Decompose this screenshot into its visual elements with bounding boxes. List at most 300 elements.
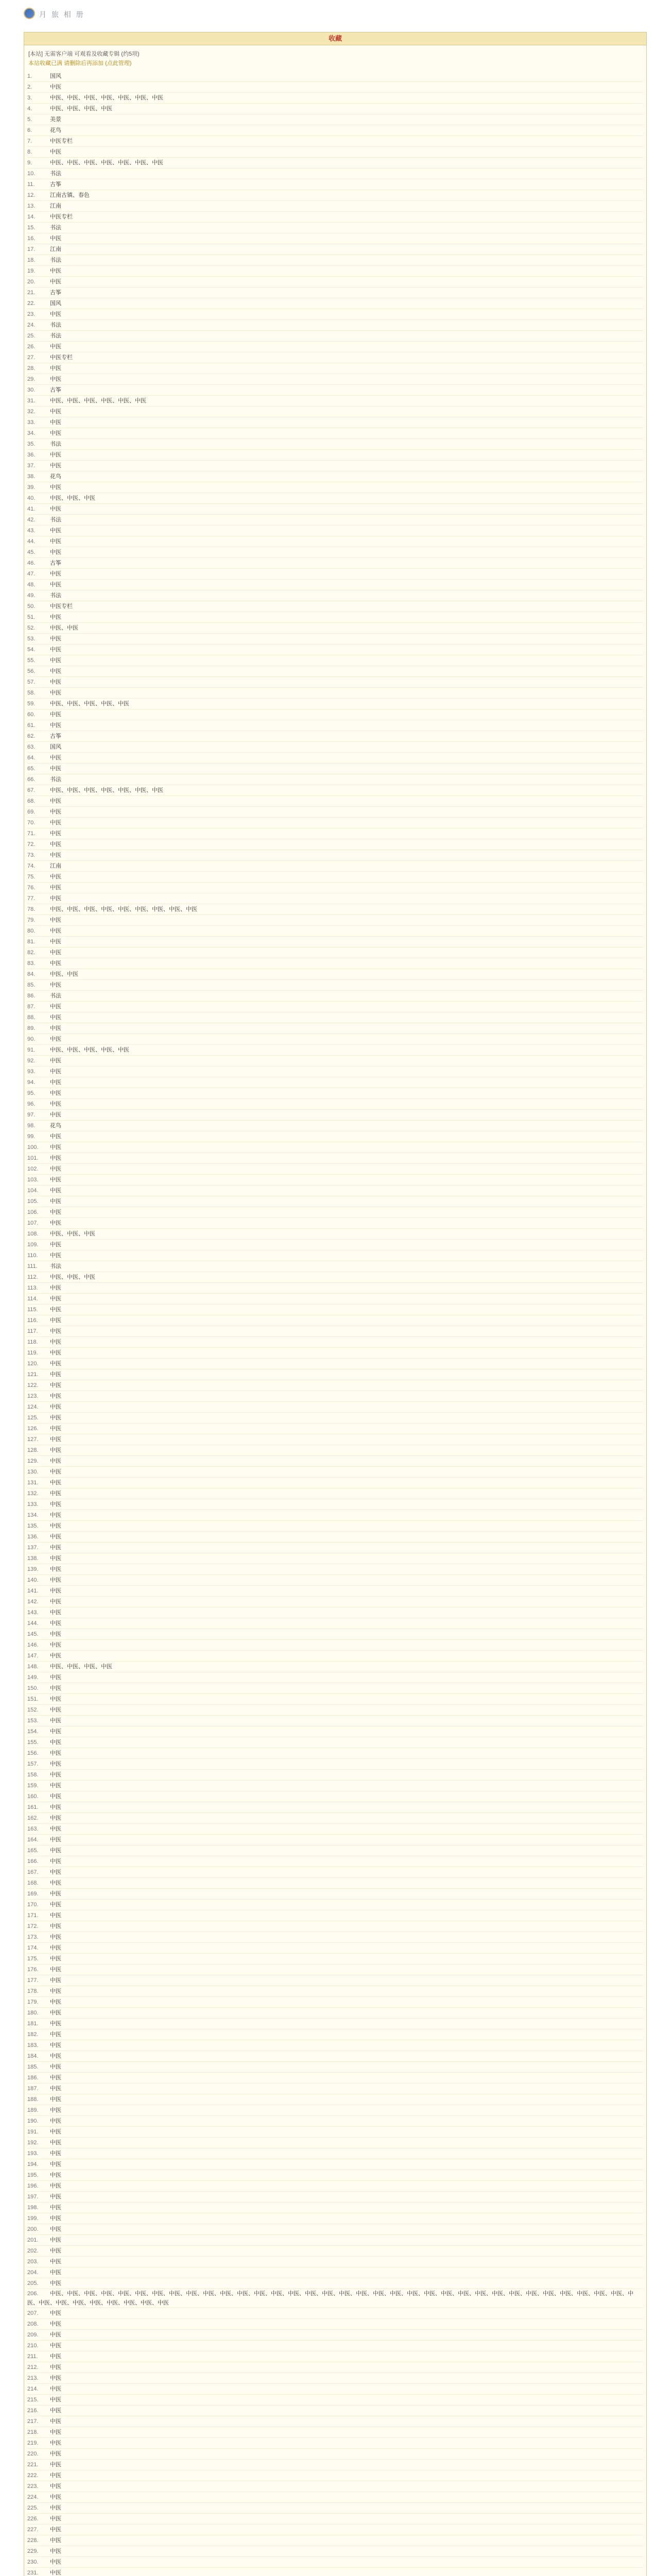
list-item-label[interactable]: 花鸟 <box>50 127 61 133</box>
list-item[interactable] <box>27 136 643 147</box>
list-item[interactable] <box>27 125 643 136</box>
list-item[interactable] <box>27 2438 643 2449</box>
list-item[interactable] <box>27 742 643 753</box>
list-item[interactable] <box>27 2535 643 2546</box>
list-item[interactable] <box>27 1813 643 1824</box>
list-item[interactable] <box>27 1272 643 1283</box>
list-item-label[interactable]: 中医、中医、中医、中医、中医、中医、中医 <box>50 95 163 101</box>
list-item-label[interactable]: 中医 <box>50 1588 61 1594</box>
list-item-label[interactable]: 中医 <box>50 1566 61 1572</box>
list-item[interactable] <box>27 1402 643 1413</box>
list-item[interactable] <box>27 255 643 266</box>
list-item-label[interactable]: 中医 <box>50 2440 61 2446</box>
list-item[interactable] <box>27 417 643 428</box>
list-item-label[interactable]: 中医 <box>50 1079 61 1086</box>
list-item[interactable] <box>27 471 643 482</box>
list-item-label[interactable]: 中医 <box>50 2248 61 2254</box>
list-item-label[interactable]: 中医 <box>50 2183 61 2189</box>
list-item-label[interactable]: 中医 <box>50 1739 61 1745</box>
list-item-label[interactable]: 中医 <box>50 1891 61 1897</box>
list-item-label[interactable]: 中医 <box>50 2042 61 2048</box>
list-item[interactable] <box>27 2213 643 2224</box>
list-item[interactable] <box>27 1716 643 1726</box>
list-item[interactable] <box>27 1629 643 1640</box>
list-item[interactable] <box>27 1748 643 1759</box>
list-item-label[interactable]: 中医 <box>50 2259 61 2265</box>
list-item[interactable] <box>27 1672 643 1683</box>
list-item[interactable] <box>27 2170 643 2181</box>
list-item-label[interactable]: 中医 <box>50 463 61 469</box>
list-item-label[interactable]: 古筝 <box>50 290 61 296</box>
list-item-label[interactable]: 江南 <box>50 246 61 252</box>
list-item-label[interactable]: 中医专栏 <box>50 214 73 220</box>
list-item[interactable] <box>27 1770 643 1781</box>
list-item[interactable] <box>27 2524 643 2535</box>
manage-link[interactable]: 本站收藏已满 请删除后再添加 (点此管理) <box>28 60 132 66</box>
list-item-label[interactable]: 中医 <box>50 1793 61 1800</box>
list-item-label[interactable]: 中医 <box>50 1371 61 1378</box>
list-item[interactable] <box>27 342 643 352</box>
list-item-label[interactable]: 中医 <box>50 2310 61 2316</box>
list-item-label[interactable]: 中医 <box>50 1523 61 1529</box>
list-item-label[interactable]: 中医 <box>50 2321 61 2327</box>
site-logo-text[interactable]: 月 旅 相 册 <box>39 10 85 19</box>
list-item-label[interactable]: 中医 <box>50 690 61 696</box>
list-item-label[interactable]: 中医 <box>50 614 61 620</box>
list-item-label[interactable]: 书法 <box>50 225 61 231</box>
list-item[interactable] <box>27 352 643 363</box>
list-item[interactable] <box>27 2384 643 2395</box>
list-item[interactable] <box>27 461 643 471</box>
list-item-label[interactable]: 中医 <box>50 2516 61 2522</box>
list-item[interactable] <box>27 1694 643 1705</box>
list-item-label[interactable]: 中医 <box>50 2494 61 2500</box>
list-item[interactable] <box>27 1618 643 1629</box>
list-item-label[interactable]: 中医 <box>50 2364 61 2370</box>
list-item[interactable] <box>27 1532 643 1543</box>
list-item-label[interactable]: 书法 <box>50 441 61 447</box>
list-item-label[interactable]: 中医 <box>50 1112 61 1118</box>
list-item[interactable] <box>27 1543 643 1553</box>
list-item-label[interactable]: 中医 <box>50 809 61 815</box>
list-item[interactable] <box>27 2557 643 2568</box>
list-item-label[interactable]: 中医 <box>50 2408 61 2414</box>
list-item[interactable] <box>27 71 643 82</box>
list-item-label[interactable]: 中医、中医、中医、中医、中医、中医、中医、中医、中医、中医、中医、中医、中医、中医、中医、中医、中医、中医、中医、中医、中医、中医、中医、中医、中医、中医、中医、中医、中医、中医、中医、中医、中医、中医、中医、中医、中医、中医、中医、中医、中医、中医、中医 <box>27 2291 633 2306</box>
list-item-label[interactable]: 中医 <box>50 2215 61 2222</box>
list-item-label[interactable]: 中医、中医、中医、中医、中医 <box>50 1047 129 1053</box>
list-item[interactable] <box>27 2073 643 2083</box>
list-item[interactable] <box>27 1121 643 1131</box>
list-item-label[interactable]: 中医 <box>50 2451 61 2457</box>
list-item-label[interactable]: 国风 <box>50 300 61 307</box>
list-item[interactable] <box>27 1900 643 1910</box>
list-item[interactable] <box>27 406 643 417</box>
list-item[interactable] <box>27 688 643 699</box>
list-item-label[interactable]: 中医 <box>50 841 61 848</box>
list-item[interactable] <box>27 1651 643 1662</box>
list-item-label[interactable]: 中医 <box>50 2280 61 2286</box>
list-item[interactable] <box>27 93 643 104</box>
list-item-label[interactable]: 中医 <box>50 2194 61 2200</box>
list-item-label[interactable]: 中医 <box>50 1090 61 1096</box>
list-item[interactable] <box>27 2138 643 2148</box>
list-item-label[interactable]: 中医、中医、中医、中医 <box>50 1664 112 1670</box>
list-item[interactable] <box>27 1986 643 1997</box>
list-item[interactable] <box>27 2029 643 2040</box>
list-item[interactable] <box>27 1434 643 1445</box>
list-item-label[interactable]: 中医 <box>50 722 61 728</box>
list-item-label[interactable]: 中医 <box>50 1967 61 1973</box>
list-item-label[interactable]: 中医 <box>50 1512 61 1518</box>
list-item[interactable] <box>27 2395 643 2405</box>
list-item-label[interactable]: 中医 <box>50 538 61 545</box>
list-item[interactable] <box>27 233 643 244</box>
list-item-label[interactable]: 中医 <box>50 2021 61 2027</box>
list-item[interactable] <box>27 601 643 612</box>
list-item-label[interactable]: 中医 <box>50 2086 61 2092</box>
list-item[interactable] <box>27 2235 643 2246</box>
list-item-label[interactable]: 中医 <box>50 1166 61 1172</box>
list-item[interactable] <box>27 428 643 439</box>
list-item-label[interactable]: 中医 <box>50 2343 61 2349</box>
site-logo-icon[interactable] <box>24 8 35 19</box>
list-item[interactable] <box>27 2308 643 2319</box>
list-item-label[interactable]: 中医 <box>50 679 61 685</box>
list-item[interactable] <box>27 1359 643 1369</box>
list-item-label[interactable]: 中医 <box>50 1728 61 1735</box>
list-item[interactable] <box>27 1662 643 1672</box>
list-item[interactable] <box>27 764 643 774</box>
list-item-label[interactable]: 中医 <box>50 982 61 988</box>
list-item[interactable] <box>27 1056 643 1066</box>
list-item[interactable] <box>27 1304 643 1315</box>
list-item-label[interactable]: 中医 <box>50 2237 61 2243</box>
list-item-label[interactable]: 中医 <box>50 2462 61 2468</box>
list-item-label[interactable]: 中医 <box>50 1480 61 1486</box>
list-item-label[interactable]: 书法 <box>50 257 61 263</box>
list-item-label[interactable]: 中医 <box>50 365 61 371</box>
list-item-label[interactable]: 中医 <box>50 1361 61 1367</box>
list-item[interactable] <box>27 2568 643 2576</box>
list-item[interactable] <box>27 1845 643 1856</box>
list-item-label[interactable]: 中医 <box>50 1577 61 1583</box>
list-item[interactable] <box>27 287 643 298</box>
list-item-label[interactable]: 中医、中医、中医、中医、中医、中医、中医 <box>50 160 163 166</box>
list-item-label[interactable]: 中医 <box>50 1685 61 1691</box>
list-item-label[interactable]: 中医 <box>50 657 61 664</box>
list-item-label[interactable]: 中医 <box>50 1869 61 1875</box>
list-item-label[interactable]: 中医 <box>50 2096 61 2103</box>
list-item[interactable] <box>27 2481 643 2492</box>
list-item-label[interactable]: 中医、中医、中医、中医、中医、中医、中医、中医、中医 <box>50 906 197 912</box>
list-item-label[interactable]: 中医 <box>50 2472 61 2479</box>
list-item[interactable] <box>27 2181 643 2192</box>
list-item-label[interactable]: 中医 <box>50 1133 61 1140</box>
list-item[interactable] <box>27 2546 643 2557</box>
list-item-label[interactable]: 中医 <box>50 1631 61 1637</box>
list-item[interactable] <box>27 926 643 937</box>
list-item-label[interactable]: 国风 <box>50 73 61 79</box>
list-item[interactable] <box>27 1315 643 1326</box>
list-item-label[interactable]: 中医 <box>50 409 61 415</box>
list-item-label[interactable]: 中医 <box>50 452 61 458</box>
list-item[interactable] <box>27 1002 643 1012</box>
list-item-label[interactable]: 中医 <box>50 2010 61 2016</box>
list-item-label[interactable]: 中医 <box>50 2559 61 2565</box>
list-item[interactable] <box>27 1196 643 1207</box>
list-item-label[interactable]: 中医 <box>50 2483 61 2489</box>
list-item[interactable] <box>27 893 643 904</box>
list-item-label[interactable]: 中医 <box>50 1555 61 1562</box>
list-item[interactable] <box>27 2224 643 2235</box>
list-item-label[interactable]: 中医 <box>50 1220 61 1226</box>
list-item-label[interactable]: 中医 <box>50 711 61 718</box>
list-item-label[interactable]: 中医 <box>50 755 61 761</box>
list-item-label[interactable]: 中医 <box>50 344 61 350</box>
list-item[interactable] <box>27 915 643 926</box>
list-item-label[interactable]: 中医 <box>50 2570 61 2576</box>
list-item[interactable] <box>27 363 643 374</box>
list-item[interactable] <box>27 958 643 969</box>
list-item-label[interactable]: 美景 <box>50 116 61 123</box>
list-item[interactable] <box>27 201 643 212</box>
list-item-label[interactable]: 中医 <box>50 1155 61 1161</box>
list-item-label[interactable]: 中医 <box>50 636 61 642</box>
list-item[interactable] <box>27 114 643 125</box>
list-item[interactable] <box>27 828 643 839</box>
list-item[interactable] <box>27 2094 643 2105</box>
list-item[interactable] <box>27 244 643 255</box>
list-item[interactable] <box>27 590 643 601</box>
list-item[interactable] <box>27 1607 643 1618</box>
list-item-label[interactable]: 中医 <box>50 484 61 490</box>
list-item[interactable] <box>27 883 643 893</box>
list-item-label[interactable]: 古筝 <box>50 387 61 393</box>
list-item[interactable] <box>27 2008 643 2019</box>
list-item-label[interactable]: 中医 <box>50 928 61 934</box>
list-item[interactable] <box>27 1456 643 1467</box>
list-item-label[interactable]: 中医 <box>50 2118 61 2124</box>
list-item-label[interactable]: 中医 <box>50 1036 61 1042</box>
list-item-label[interactable]: 中医 <box>50 1209 61 1215</box>
list-item-label[interactable]: 江南 <box>50 863 61 869</box>
list-item[interactable] <box>27 1283 643 1294</box>
list-item-label[interactable]: 中医、中医、中医 <box>50 495 95 501</box>
list-item-label[interactable]: 中医专栏 <box>50 354 73 361</box>
list-item[interactable] <box>27 2449 643 2460</box>
list-item[interactable] <box>27 1413 643 1423</box>
list-item[interactable] <box>27 1824 643 1835</box>
list-item-label[interactable]: 中医 <box>50 1177 61 1183</box>
list-item[interactable] <box>27 991 643 1002</box>
list-item-label[interactable]: 中医 <box>50 1804 61 1810</box>
list-item[interactable] <box>27 1521 643 1532</box>
list-item[interactable] <box>27 212 643 223</box>
list-item[interactable] <box>27 104 643 114</box>
list-item-label[interactable]: 中医、中医、中医、中医、中医、中医、中医 <box>50 787 163 793</box>
list-item-label[interactable]: 中医、中医、中医 <box>50 1231 95 1237</box>
list-item[interactable] <box>27 2246 643 2257</box>
list-item[interactable] <box>27 1586 643 1597</box>
list-item[interactable] <box>27 677 643 688</box>
list-item-label[interactable]: 中医 <box>50 1382 61 1388</box>
list-item-label[interactable]: 中医 <box>50 1988 61 1994</box>
list-item[interactable] <box>27 1261 643 1272</box>
list-item[interactable] <box>27 1185 643 1196</box>
list-item[interactable] <box>27 1326 643 1337</box>
list-item-label[interactable]: 中医 <box>50 419 61 426</box>
list-item[interactable] <box>27 1791 643 1802</box>
list-item[interactable] <box>27 1110 643 1121</box>
list-item[interactable] <box>27 1012 643 1023</box>
list-item-label[interactable]: 中医 <box>50 2031 61 2038</box>
list-item[interactable] <box>27 1250 643 1261</box>
list-item[interactable] <box>27 1380 643 1391</box>
list-item[interactable] <box>27 807 643 818</box>
list-item[interactable] <box>27 1066 643 1077</box>
list-item-label[interactable]: 中医 <box>50 1393 61 1399</box>
list-item[interactable] <box>27 1467 643 1478</box>
list-item-label[interactable]: 中医 <box>50 766 61 772</box>
list-item-label[interactable]: 中医 <box>50 1620 61 1626</box>
list-item[interactable] <box>27 2159 643 2170</box>
list-item-label[interactable]: 中医、中医 <box>50 971 78 977</box>
list-item-label[interactable]: 古筝 <box>50 181 61 188</box>
list-item[interactable] <box>27 2373 643 2384</box>
list-item-label[interactable]: 中医 <box>50 1469 61 1475</box>
list-item-label[interactable]: 中医 <box>50 1696 61 1702</box>
list-item-label[interactable]: 古筝 <box>50 560 61 566</box>
list-item[interactable] <box>27 504 643 515</box>
list-item[interactable] <box>27 158 643 168</box>
list-item-label[interactable]: 中医 <box>50 852 61 858</box>
list-item[interactable] <box>27 1131 643 1142</box>
list-item-label[interactable]: 中医 <box>50 895 61 902</box>
list-item-label[interactable]: 中医 <box>50 2205 61 2211</box>
list-item-label[interactable]: 中医 <box>50 2429 61 2435</box>
list-item-label[interactable]: 中医 <box>50 1188 61 1194</box>
list-item[interactable] <box>27 1921 643 1932</box>
list-item[interactable] <box>27 709 643 720</box>
list-item[interactable] <box>27 1088 643 1099</box>
list-item[interactable] <box>27 266 643 277</box>
list-item-label[interactable]: 中医 <box>50 1642 61 1648</box>
list-item[interactable] <box>27 699 643 709</box>
list-item[interactable] <box>27 1142 643 1153</box>
list-item[interactable] <box>27 1856 643 1867</box>
list-item[interactable] <box>27 1932 643 1943</box>
list-item-label[interactable]: 中医 <box>50 1848 61 1854</box>
list-item-label[interactable]: 中医 <box>50 1977 61 1984</box>
list-item[interactable] <box>27 1705 643 1716</box>
list-item[interactable] <box>27 1553 643 1564</box>
list-item-label[interactable]: 中医 <box>50 1252 61 1259</box>
list-item[interactable] <box>27 2062 643 2073</box>
list-item[interactable] <box>27 2083 643 2094</box>
list-item-label[interactable]: 中医 <box>50 1307 61 1313</box>
list-item[interactable] <box>27 634 643 645</box>
list-item-label[interactable]: 中医 <box>50 1058 61 1064</box>
list-item[interactable] <box>27 2460 643 2470</box>
list-item-label[interactable]: 中医 <box>50 1458 61 1464</box>
list-item[interactable] <box>27 2416 643 2427</box>
list-item-label[interactable]: 中医 <box>50 268 61 274</box>
list-item-label[interactable]: 书法 <box>50 322 61 328</box>
list-item-label[interactable]: 中医 <box>50 950 61 956</box>
list-item[interactable] <box>27 969 643 980</box>
list-item[interactable] <box>27 2116 643 2127</box>
list-item[interactable] <box>27 872 643 883</box>
list-item-label[interactable]: 江南 <box>50 203 61 209</box>
list-item-label[interactable]: 中医 <box>50 1707 61 1713</box>
list-item[interactable] <box>27 1153 643 1164</box>
list-item-label[interactable]: 中医、中医、中医 <box>50 1274 95 1280</box>
list-item[interactable] <box>27 753 643 764</box>
list-item-label[interactable]: 中医 <box>50 647 61 653</box>
list-item-label[interactable]: 中医 <box>50 582 61 588</box>
list-item[interactable] <box>27 320 643 331</box>
list-item[interactable] <box>27 1045 643 1056</box>
list-item-label[interactable]: 中医、中医、中医、中医、中医 <box>50 701 129 707</box>
list-item-label[interactable]: 中医 <box>50 831 61 837</box>
list-item[interactable] <box>27 190 643 201</box>
list-item-label[interactable]: 中医 <box>50 1599 61 1605</box>
list-item-label[interactable]: 中医 <box>50 2053 61 2059</box>
list-item[interactable] <box>27 1943 643 1954</box>
list-item[interactable] <box>27 2470 643 2481</box>
list-item[interactable] <box>27 569 643 580</box>
list-item-label[interactable]: 中医 <box>50 235 61 242</box>
list-item[interactable] <box>27 2040 643 2051</box>
list-item[interactable] <box>27 1867 643 1878</box>
list-item-label[interactable]: 江南古镇、春色 <box>50 192 90 198</box>
list-item-label[interactable]: 中医 <box>50 1404 61 1410</box>
list-item-label[interactable]: 中医 <box>50 885 61 891</box>
list-item[interactable] <box>27 2278 643 2289</box>
list-item-label[interactable]: 中医 <box>50 939 61 945</box>
list-item[interactable] <box>27 493 643 504</box>
list-item-label[interactable]: 古筝 <box>50 733 61 739</box>
list-item-label[interactable]: 中医 <box>50 311 61 317</box>
list-item-label[interactable]: 花鸟 <box>50 1123 61 1129</box>
list-item-label[interactable]: 中医专栏 <box>50 603 73 609</box>
list-item[interactable] <box>27 1077 643 1088</box>
list-item[interactable] <box>27 1348 643 1359</box>
list-item-label[interactable]: 中医 <box>50 2527 61 2533</box>
list-item-label[interactable]: 中医 <box>50 506 61 512</box>
list-item-label[interactable]: 中医 <box>50 376 61 382</box>
list-item[interactable] <box>27 947 643 958</box>
list-item-label[interactable]: 中医 <box>50 1826 61 1832</box>
list-item-label[interactable]: 中医 <box>50 2332 61 2338</box>
list-item[interactable] <box>27 439 643 450</box>
list-item[interactable] <box>27 374 643 385</box>
list-item[interactable] <box>27 1294 643 1304</box>
list-item[interactable] <box>27 1997 643 2008</box>
list-item[interactable] <box>27 331 643 342</box>
list-item[interactable] <box>27 1964 643 1975</box>
list-item-label[interactable]: 中医、中医 <box>50 625 78 631</box>
list-item[interactable] <box>27 1023 643 1034</box>
list-item-label[interactable]: 中医 <box>50 1609 61 1616</box>
list-item[interactable] <box>27 1175 643 1185</box>
list-item-label[interactable]: 中医 <box>50 1545 61 1551</box>
list-item-label[interactable]: 中医、中医、中医、中医 <box>50 106 112 112</box>
list-item[interactable] <box>27 1445 643 1456</box>
list-item[interactable] <box>27 1759 643 1770</box>
list-item[interactable] <box>27 1207 643 1218</box>
